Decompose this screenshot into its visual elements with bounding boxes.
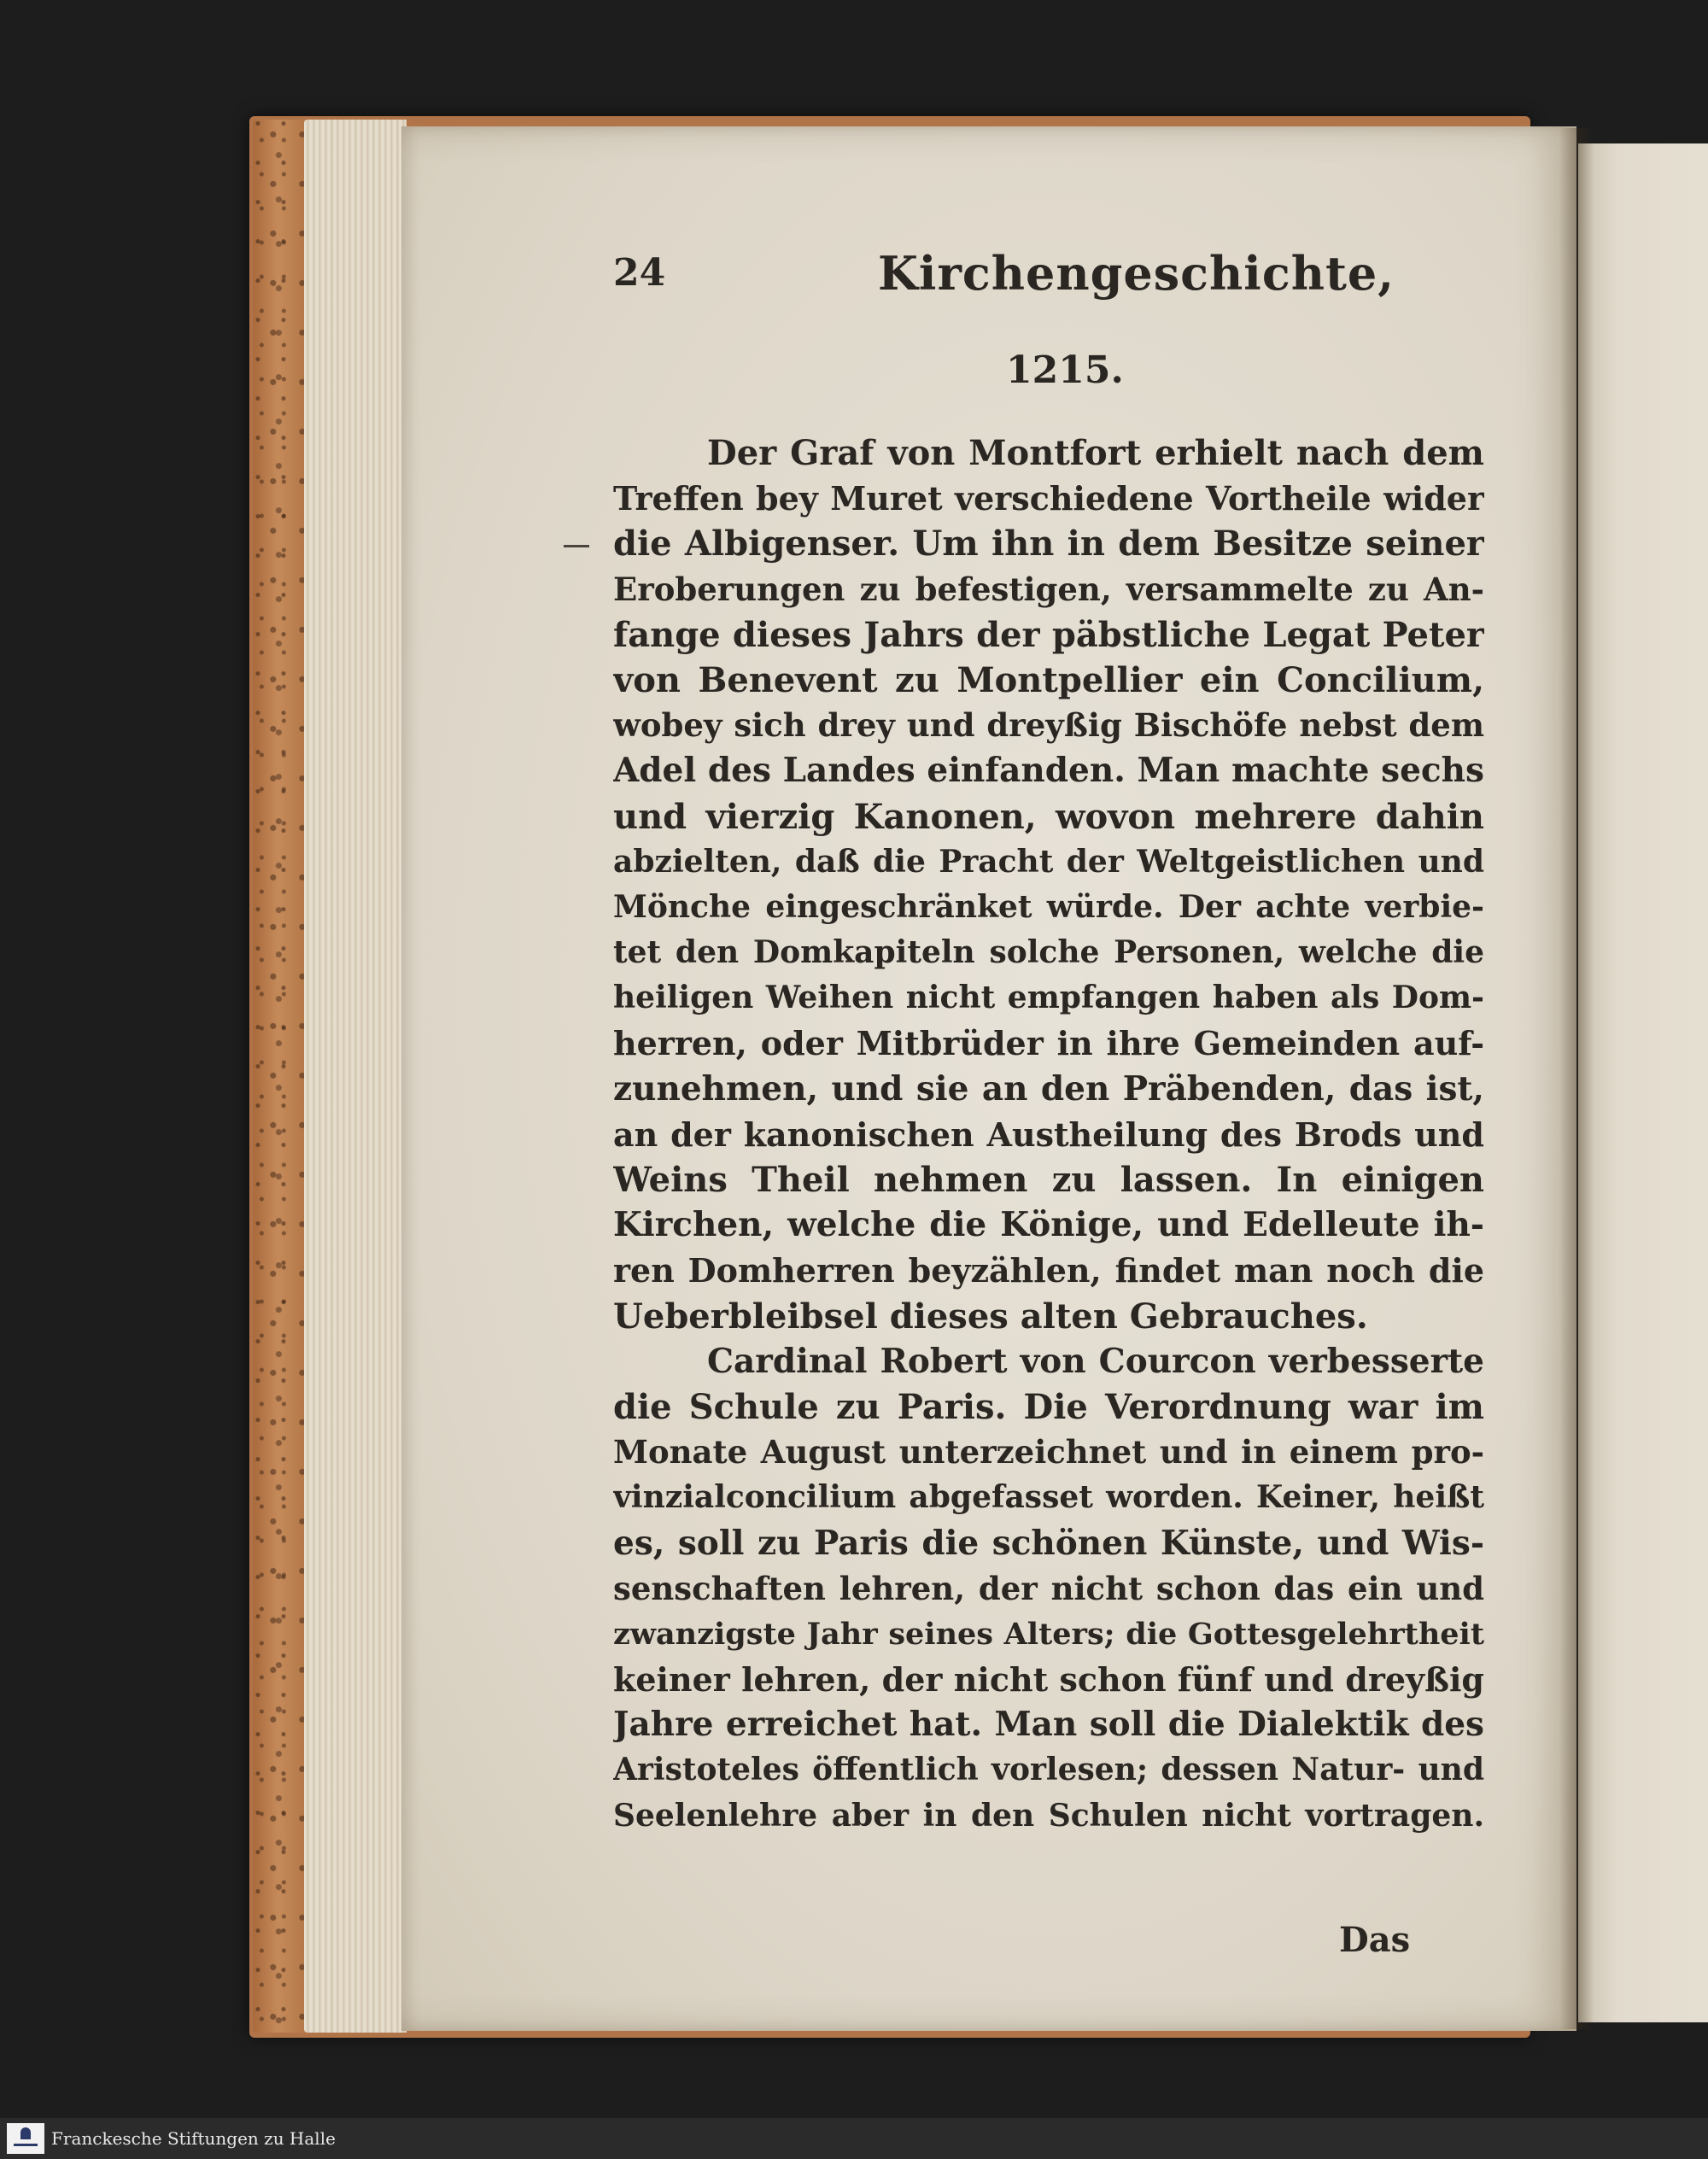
text-line: zunehmen, und sie an den Präbenden, das ist, [613, 1068, 1484, 1109]
facing-page [1578, 143, 1708, 2022]
text-line: fange dieses Jahrs der päbstliche Legat Peter [613, 614, 1484, 655]
page-number: 24 [613, 251, 666, 295]
text-line: die Albigenser. Um ihn in dem Besitze seiner [613, 524, 1484, 565]
text-line: Seelenlehre aber in den Schulen nicht vortragen. [613, 1797, 1484, 1834]
text-line: Kirchen, welche die Könige, und Edelleute ih- [613, 1205, 1484, 1245]
text-line: Adel des Landes einfanden. Man machte sechs [613, 751, 1484, 791]
text-line: an der kanonischen Austheilung des Brods und [613, 1115, 1484, 1154]
text-line: heiligen Weihen nicht empfangen haben als Dom- [613, 980, 1484, 1016]
text-line: Mönche eingeschränket würde. Der achte verbie- [613, 888, 1484, 925]
page-edges [304, 120, 407, 2033]
year-heading: 1215. [1006, 348, 1124, 392]
text-line: Aristoteles öffentlich vorlesen; dessen Natur- und [613, 1752, 1484, 1788]
text-line: die Schule zu Paris. Die Verordnung war im [613, 1386, 1484, 1427]
body-text [613, 430, 1484, 1839]
text-line: senschaften lehren, der nicht schon das ein und [613, 1569, 1484, 1607]
running-title: Kirchengeschichte, [878, 246, 1395, 301]
text-line: Cardinal Robert von Courcon verbesserte [707, 1341, 1484, 1381]
text-line: abzielten, daß die Pracht der Weltgeistlichen und [613, 843, 1484, 880]
text-line: Ueberbleibsel dieses alten Gebrauches. [613, 1296, 1368, 1337]
catchword: Das [1339, 1920, 1411, 1960]
text-line: keiner lehren, der nicht schon fünf und dreyßig [613, 1660, 1484, 1700]
spine-speckle-texture [253, 120, 309, 2033]
text-line: vinzialconcilium abgefasset worden. Keiner, heißt [613, 1479, 1484, 1516]
text-line: Jahre erreichet hat. Man soll die Dialektik des [613, 1705, 1484, 1745]
page-header [613, 246, 1484, 314]
text-line: Treffen bey Muret verschiedene Vortheile wider [613, 479, 1484, 518]
text-line: Monate August unterzeichnet und in einem pro- [613, 1433, 1484, 1472]
institution-logo-icon[interactable] [7, 2123, 44, 2154]
viewer-footer-bar [0, 2118, 1708, 2159]
text-line: tet den Domkapiteln solche Personen, welche die [613, 934, 1484, 971]
text-line: zwanzigste Jahr seines Alters; die Gottesgelehrtheit [613, 1616, 1484, 1652]
page-gutter-shadow [1559, 128, 1594, 2029]
text-line: Eroberungen zu befestigen, versammelte zu An- [613, 570, 1484, 608]
text-line: herren, oder Mitbrüder in ihre Gemeinden auf- [613, 1024, 1484, 1063]
text-line: ren Domherren beyzählen, findet man noch die [613, 1251, 1484, 1290]
text-line: es, soll zu Paris die schönen Künste, und Wis- [613, 1523, 1484, 1563]
text-line: Weins Theil nehmen zu lassen. In einigen [613, 1160, 1484, 1200]
footer-institution-name: Franckesche Stiftungen zu Halle [51, 2128, 336, 2149]
text-line: Der Graf von Montfort erhielt nach dem [707, 433, 1484, 473]
text-line: und vierzig Kanonen, wovon mehrere dahin [613, 796, 1484, 837]
text-line: von Benevent zu Montpellier ein Concilium, [613, 659, 1484, 700]
margin-mark [564, 545, 589, 547]
page-text-block [613, 246, 1484, 1960]
text-line: wobey sich drey und dreyßig Bischöfe nebst dem [613, 706, 1484, 745]
